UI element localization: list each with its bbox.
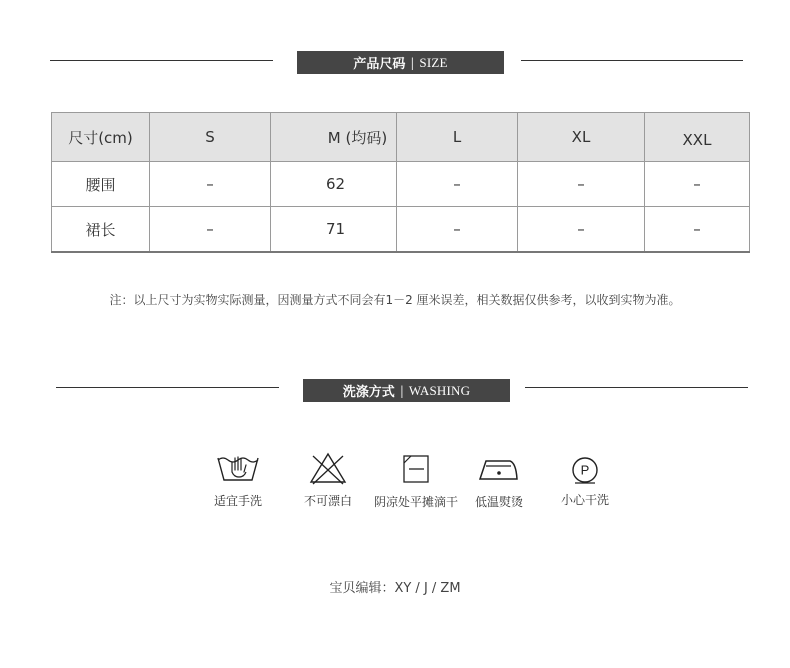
row-label-length: 裙长 <box>52 207 150 253</box>
wash-title-separator: | <box>399 383 404 398</box>
table-cell: 62 <box>271 162 397 207</box>
wash-item-dry-clean <box>535 455 635 508</box>
table-cell: 71 <box>271 207 397 253</box>
dry-clean-letter: P <box>580 462 590 478</box>
size-title-separator: | <box>410 55 415 70</box>
iron-low-temp-icon <box>477 455 521 483</box>
no-bleach-icon <box>308 450 348 486</box>
table-cell: – <box>518 162 645 207</box>
wash-label-dry-flat: 阴凉处平摊滴干 <box>373 495 458 509</box>
table-cell: – <box>645 207 750 253</box>
size-divider-left <box>50 60 273 61</box>
wash-item-hand-wash <box>188 452 288 509</box>
wash-label-iron: 低温熨烫 <box>474 495 523 509</box>
wash-divider-right <box>525 387 748 388</box>
header-cell-s: S <box>150 113 271 162</box>
size-title-en: SIZE <box>419 54 448 70</box>
table-cell: – <box>150 207 271 253</box>
size-divider-right <box>521 60 743 61</box>
wash-label-dry-clean: 小心干洗 <box>560 493 609 507</box>
size-table <box>51 112 750 253</box>
table-cell: – <box>397 207 518 253</box>
editor-credit: 宝贝编辑：XY / J / ZM <box>329 581 461 596</box>
wash-item-iron <box>449 455 549 510</box>
wash-section-title <box>303 379 510 402</box>
header-cell-size-unit: 尺寸(cm) <box>52 113 150 162</box>
header-cell-l: L <box>397 113 518 162</box>
header-cell-m: M (均码) <box>271 113 397 162</box>
hand-wash-icon <box>216 452 260 484</box>
wash-label-no-bleach: 不可漂白 <box>303 494 352 508</box>
table-cell: – <box>518 207 645 253</box>
header-cell-xl: XL <box>518 113 645 162</box>
table-row-length <box>52 207 750 253</box>
wash-label-hand-wash: 适宜手洗 <box>213 494 262 508</box>
size-title-zh: 产品尺码 <box>353 57 406 72</box>
measurement-note: 注：以上尺寸为实物实际测量，因测量方式不同会有1－2 厘米误差，相关数据仅供参考，以收到实物为准。 <box>109 293 681 307</box>
wash-item-no-bleach <box>278 450 378 509</box>
wash-title-en: WASHING <box>408 382 471 398</box>
dry-flat-shade-icon <box>401 453 431 485</box>
wash-divider-left <box>56 387 279 388</box>
dry-clean-p-icon <box>570 455 600 485</box>
table-cell: – <box>150 162 271 207</box>
wash-title-zh: 洗涤方式 <box>342 385 395 400</box>
size-table-header-row <box>52 113 750 162</box>
table-cell: – <box>645 162 750 207</box>
header-cell-xxl: XXL <box>645 113 750 162</box>
table-cell: – <box>397 162 518 207</box>
size-section-title <box>297 51 504 74</box>
row-label-waist: 腰围 <box>52 162 150 207</box>
table-row-waist <box>52 162 750 207</box>
